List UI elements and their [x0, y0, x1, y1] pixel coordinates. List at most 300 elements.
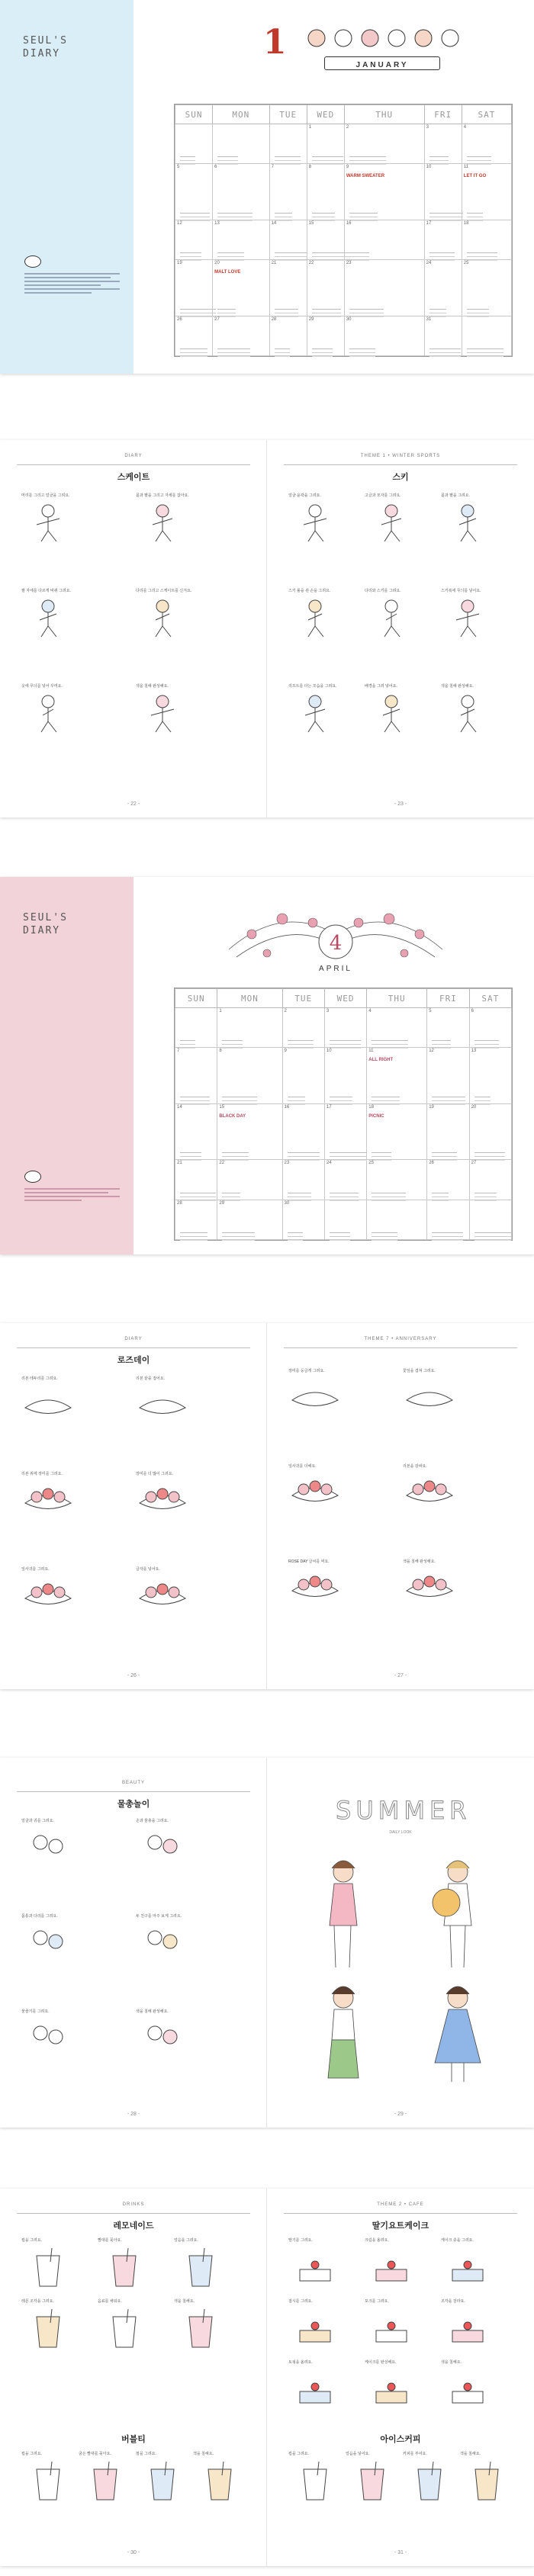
brand-title: SEUL'S DIARY — [23, 35, 68, 59]
step-caption: 컵을 그려요. — [288, 2452, 309, 2456]
day-number: 9 — [346, 165, 349, 170]
doodle-lines — [275, 309, 298, 310]
figure-drawing-icon — [288, 502, 342, 544]
summer-title: SUMMER — [336, 1796, 471, 1825]
doodle-lines — [180, 1152, 201, 1153]
step-item — [136, 1567, 206, 1617]
weekday-row — [175, 105, 512, 124]
weekday-header: TUE — [282, 989, 324, 1008]
day-cell[interactable] — [462, 316, 511, 355]
day-cell[interactable] — [462, 220, 511, 259]
step-item — [288, 684, 359, 734]
day-cell[interactable] — [217, 1103, 282, 1159]
page-right — [267, 440, 534, 817]
day-number: 5 — [177, 165, 180, 170]
cake-drawing-icon — [441, 2308, 494, 2350]
step-item — [21, 1819, 92, 1869]
doodle-lines — [312, 309, 341, 310]
sidebar-note — [24, 271, 120, 296]
step-caption: 리프트를 타는 모습을 그려요. — [288, 684, 337, 689]
week-row — [175, 1048, 512, 1103]
doodle-lines — [474, 1152, 505, 1153]
day-cell[interactable] — [175, 316, 213, 355]
step-item — [288, 589, 359, 639]
day-cell[interactable] — [469, 1160, 511, 1200]
day-cell[interactable] — [344, 220, 424, 259]
spread-rose-day — [0, 1323, 534, 1689]
section-label: THEME 2 • CAFE — [377, 2202, 424, 2207]
rose-drawing-icon — [288, 1473, 342, 1514]
calendar-grid — [174, 988, 513, 1241]
doodle-lines — [467, 348, 503, 349]
step-caption: 색을 칠해요. — [460, 2452, 481, 2456]
page-right — [267, 1323, 534, 1689]
step-item — [288, 493, 359, 544]
day-cell[interactable] — [217, 1200, 282, 1239]
doodle-lines — [432, 1040, 451, 1041]
rose-drawing-icon — [403, 1377, 456, 1419]
step-caption: 조각을 잘라요. — [441, 2299, 465, 2304]
step-item — [288, 1464, 359, 1514]
cup-drawing-icon — [174, 2308, 227, 2350]
page-number: - 29 - — [394, 2112, 407, 2117]
doodle-lines — [372, 1232, 397, 1233]
day-cell[interactable] — [175, 1048, 217, 1103]
cup-drawing-icon — [136, 2460, 189, 2502]
day-cell[interactable] — [324, 1048, 366, 1103]
weekday-header: FRI — [424, 105, 462, 124]
doodle-lines — [330, 1040, 361, 1041]
day-note: BLACK DAY — [219, 1113, 246, 1119]
page-number: - 26 - — [127, 1673, 140, 1678]
cup-drawing-icon — [403, 2460, 456, 2502]
cake-drawing-icon — [441, 2247, 494, 2289]
week-row — [175, 1200, 512, 1239]
day-number: 26 — [429, 1161, 434, 1166]
day-cell[interactable] — [213, 124, 269, 164]
day-cell[interactable] — [217, 1160, 282, 1200]
day-cell[interactable] — [469, 1048, 511, 1103]
doodle-lines — [429, 252, 455, 253]
note-badge — [24, 1171, 41, 1183]
other-drawing-icon — [21, 2018, 75, 2060]
doodle-lines — [180, 348, 207, 349]
day-cell[interactable] — [269, 260, 307, 316]
day-number: 19 — [177, 261, 182, 266]
figure-drawing-icon — [365, 692, 418, 734]
step-caption: 꽃잎을 겹쳐 그려요. — [403, 1369, 436, 1373]
sidebar-note — [24, 1186, 120, 1203]
day-cell[interactable] — [269, 316, 307, 355]
day-cell[interactable] — [424, 124, 462, 164]
step-item — [365, 493, 435, 544]
day-cell[interactable] — [175, 1103, 217, 1159]
day-cell[interactable] — [344, 124, 424, 164]
step-caption: 색을 칠해 완성해요. — [136, 684, 169, 689]
doodle-lines — [429, 309, 446, 310]
month-word: APRIL — [319, 965, 352, 973]
step-item — [21, 1376, 92, 1427]
day-cell[interactable] — [269, 164, 307, 220]
doodle-lines — [467, 309, 489, 310]
day-cell[interactable] — [175, 124, 213, 164]
weekday-header: SUN — [175, 989, 217, 1008]
step-caption: 색을 칠해 완성해요. — [441, 684, 474, 689]
step-item — [98, 2299, 168, 2350]
weekday-header: SUN — [175, 105, 213, 124]
cake-drawing-icon — [288, 2247, 342, 2289]
day-number: 29 — [219, 1200, 225, 1206]
step-caption: 다리와 스키를 그려요. — [365, 589, 401, 593]
week-row — [175, 316, 512, 355]
step-item — [365, 589, 435, 639]
step-caption: 색을 칠해요. — [193, 2452, 214, 2456]
day-cell[interactable] — [469, 1008, 511, 1048]
day-cell[interactable] — [282, 1103, 324, 1159]
day-number: 5 — [429, 1009, 432, 1013]
day-note: MALT LOVE — [214, 270, 241, 275]
doodle-lines — [349, 156, 386, 157]
step-item — [174, 2299, 244, 2350]
step-caption: 머리를 그리고 얼굴을 그려요. — [21, 493, 70, 498]
day-cell[interactable] — [424, 260, 462, 316]
day-number: 15 — [308, 220, 314, 226]
step-caption: 리본을 감싸요. — [403, 1464, 427, 1469]
doodle-lines — [312, 156, 343, 157]
doodle-lines — [432, 1152, 457, 1153]
step-item — [21, 589, 92, 639]
step-caption: 접시를 그려요. — [288, 2299, 313, 2304]
step-item — [441, 493, 511, 544]
weekday-header: THU — [344, 105, 424, 124]
day-cell[interactable] — [324, 1160, 366, 1200]
day-number: 22 — [219, 1161, 225, 1166]
day-number: 6 — [214, 165, 217, 170]
day-cell[interactable] — [427, 1008, 469, 1048]
day-number: 29 — [308, 316, 314, 322]
doodle-lines — [288, 1152, 320, 1153]
day-number: 16 — [284, 1104, 290, 1110]
other-drawing-icon — [21, 1827, 75, 1869]
cup-drawing-icon — [460, 2460, 513, 2502]
cup-drawing-icon — [346, 2460, 399, 2502]
day-cell[interactable] — [282, 1048, 324, 1103]
day-cell[interactable] — [307, 124, 344, 164]
section-rule — [284, 1347, 517, 1348]
weekday-header: SAT — [469, 989, 511, 1008]
section-label: THEME 7 • ANNIVERSARY — [364, 1337, 437, 1341]
step-caption: 리본 테두리를 그려요. — [21, 1376, 58, 1381]
page-left — [0, 1758, 267, 2128]
day-number: 30 — [284, 1200, 290, 1206]
other-drawing-icon — [21, 1922, 75, 1964]
day-number: 28 — [177, 1200, 182, 1206]
day-cell[interactable] — [324, 1103, 366, 1159]
doodle-lines — [180, 1040, 195, 1041]
step-item — [21, 1472, 92, 1522]
cake-drawing-icon — [441, 2369, 494, 2411]
step-item — [21, 684, 92, 734]
month-ribbon — [324, 56, 440, 70]
doodle-lines — [217, 348, 250, 349]
figure-drawing-icon — [136, 597, 189, 639]
day-number: 7 — [271, 165, 274, 170]
day-cell[interactable] — [462, 164, 511, 220]
day-number: 23 — [284, 1161, 290, 1166]
day-cell[interactable] — [324, 1200, 366, 1239]
day-cell[interactable] — [213, 220, 269, 259]
doodle-lines — [429, 156, 449, 157]
day-cell[interactable] — [324, 1008, 366, 1048]
day-number: 30 — [346, 316, 352, 322]
day-number: 11 — [368, 1049, 374, 1054]
day-cell[interactable] — [344, 316, 424, 355]
step-item — [403, 1369, 473, 1419]
section-title: 딸기요트케이크 — [372, 2221, 429, 2231]
day-number: 12 — [429, 1049, 434, 1054]
day-cell[interactable] — [307, 164, 344, 220]
day-cell[interactable] — [269, 220, 307, 259]
day-cell[interactable] — [282, 1160, 324, 1200]
doodle-lines — [222, 1152, 249, 1153]
step-item — [193, 2452, 263, 2502]
doodle-lines — [217, 156, 238, 157]
step-caption: 색을 칠해요. — [174, 2299, 195, 2304]
other-drawing-icon — [136, 2018, 189, 2060]
section-title: 로즈데이 — [117, 1356, 150, 1365]
day-cell[interactable] — [427, 1200, 469, 1239]
day-number: 8 — [308, 165, 312, 170]
day-cell[interactable] — [175, 1200, 217, 1239]
step-item — [365, 2299, 435, 2350]
doodle-lines — [222, 1232, 255, 1233]
page-number: - 27 - — [394, 1673, 407, 1678]
doodle-lines — [467, 213, 483, 214]
day-number: 18 — [368, 1104, 374, 1110]
doodle-lines — [429, 348, 461, 349]
day-cell[interactable] — [462, 124, 511, 164]
step-caption: 장미를 더 많이 그려요. — [136, 1472, 174, 1476]
day-note: PICNIC — [368, 1113, 384, 1119]
step-item — [441, 589, 511, 639]
cup-drawing-icon — [193, 2460, 246, 2502]
section-title-2: 아이스커피 — [380, 2435, 421, 2444]
day-cell[interactable] — [307, 220, 344, 259]
cup-drawing-icon — [98, 2247, 151, 2289]
doodle-lines — [432, 1232, 463, 1233]
day-cell[interactable] — [367, 1048, 427, 1103]
step-item — [403, 1559, 473, 1610]
weekday-header: TUE — [269, 105, 307, 124]
cup-drawing-icon — [79, 2460, 132, 2502]
day-cell[interactable] — [282, 1008, 324, 1048]
cake-drawing-icon — [288, 2308, 342, 2350]
day-number: 17 — [326, 1104, 332, 1110]
section-rule — [17, 464, 250, 465]
step-item — [136, 1472, 206, 1522]
step-item — [288, 1559, 359, 1610]
day-number: 21 — [177, 1161, 182, 1166]
step-item — [136, 1914, 206, 1964]
day-number: 27 — [471, 1161, 477, 1166]
step-caption: 케이크 층을 그려요. — [441, 2238, 474, 2243]
day-cell[interactable] — [427, 1048, 469, 1103]
figure-drawing-icon — [21, 502, 75, 544]
step-caption: 몸과 팔을 그리고 자세를 잡아요. — [136, 493, 189, 498]
day-number: 14 — [271, 220, 277, 226]
step-item — [21, 1567, 92, 1617]
day-cell[interactable] — [213, 164, 269, 220]
step-caption: 얼음을 넣어요. — [346, 2452, 370, 2456]
step-item — [136, 493, 206, 544]
day-cell[interactable] — [175, 1160, 217, 1200]
cup-drawing-icon — [21, 2247, 75, 2289]
day-cell[interactable] — [213, 316, 269, 355]
step-item — [174, 2238, 244, 2289]
section-title: 레모네이드 — [113, 2221, 154, 2231]
day-cell[interactable] — [427, 1103, 469, 1159]
day-number: 17 — [426, 220, 432, 226]
day-cell[interactable] — [307, 260, 344, 316]
day-cell[interactable] — [367, 1008, 427, 1048]
week-row — [175, 220, 512, 259]
day-cell[interactable] — [175, 164, 213, 220]
day-number: 13 — [471, 1049, 477, 1054]
section-title-2: 버블티 — [121, 2435, 146, 2444]
doodle-lines — [275, 156, 301, 157]
doodle-lines — [180, 213, 210, 214]
day-cell[interactable] — [469, 1103, 511, 1159]
day-cell[interactable] — [427, 1160, 469, 1200]
section-rule — [17, 2213, 250, 2214]
weekday-header: MON — [213, 105, 269, 124]
day-cell[interactable] — [367, 1160, 427, 1200]
doodle-lines — [429, 213, 463, 214]
step-item — [21, 2009, 92, 2060]
day-number: 11 — [463, 165, 469, 170]
day-number: 14 — [177, 1104, 182, 1110]
day-number: 9 — [284, 1049, 287, 1054]
step-item — [136, 2009, 206, 2060]
month-number: 4 — [329, 932, 343, 955]
figure-drawing-icon — [136, 692, 189, 734]
cup-drawing-icon — [21, 2460, 75, 2502]
figure-drawing-icon — [136, 502, 189, 544]
doodle-lines — [312, 348, 333, 349]
figure-drawing-icon — [365, 502, 418, 544]
step-item — [136, 1376, 206, 1427]
page-number: - 31 - — [394, 2550, 407, 2555]
cup-drawing-icon — [98, 2308, 151, 2350]
day-cell[interactable] — [175, 260, 213, 316]
day-cell[interactable] — [469, 1200, 511, 1239]
step-caption: 옷에 무늬를 넣어 꾸며요. — [21, 684, 63, 689]
day-cell[interactable] — [424, 316, 462, 355]
section-rule — [17, 1791, 250, 1792]
day-cell[interactable] — [217, 1048, 282, 1103]
day-cell[interactable] — [175, 1008, 217, 1048]
day-cell[interactable] — [175, 220, 213, 259]
section-rule — [284, 2213, 517, 2214]
day-cell[interactable] — [282, 1200, 324, 1239]
section-label: DIARY — [124, 454, 143, 458]
section-label: BEAUTY — [121, 1781, 145, 1785]
day-cell[interactable] — [424, 220, 462, 259]
day-number: 20 — [471, 1104, 477, 1110]
spread-april — [0, 877, 534, 1254]
day-number: 22 — [308, 261, 314, 266]
day-cell[interactable] — [367, 1103, 427, 1159]
doodle-lines — [372, 1152, 391, 1153]
day-cell[interactable] — [344, 164, 424, 220]
doodle-lines — [474, 1232, 511, 1233]
day-cell[interactable] — [213, 260, 269, 316]
section-title: 물총놀이 — [117, 1800, 150, 1809]
day-number: 3 — [326, 1009, 330, 1013]
cake-drawing-icon — [365, 2247, 418, 2289]
doodle-lines — [180, 1232, 207, 1233]
step-caption: 물줄기를 그려요. — [21, 2009, 50, 2014]
doodle-lines — [349, 309, 384, 310]
weekday-header: SAT — [462, 105, 511, 124]
day-cell[interactable] — [217, 1008, 282, 1048]
brand-title: SEUL'S DIARY — [23, 912, 68, 936]
day-number: 13 — [214, 220, 220, 226]
sidebar-panel — [0, 877, 134, 1254]
rose-drawing-icon — [21, 1385, 75, 1427]
day-number: 27 — [214, 316, 220, 322]
step-item — [460, 2452, 530, 2502]
day-cell[interactable] — [269, 124, 307, 164]
day-cell[interactable] — [462, 260, 511, 316]
doodle-lines — [288, 1232, 303, 1233]
section-rule — [17, 1347, 250, 1348]
day-cell[interactable] — [307, 316, 344, 355]
cake-drawing-icon — [365, 2369, 418, 2411]
section-title: 스케이트 — [117, 473, 150, 482]
step-caption: 얼굴과 귀를 그려요. — [21, 1819, 54, 1823]
section-label: THEME 1 • WINTER SPORTS — [360, 454, 441, 458]
day-note: ALL RIGHT — [368, 1058, 394, 1063]
day-number: 1 — [219, 1009, 222, 1013]
section-label: DIARY — [124, 1337, 143, 1341]
flower-wreath-icon — [221, 888, 450, 980]
day-number: 24 — [326, 1161, 332, 1166]
doodle-lines — [275, 252, 307, 253]
step-caption: 빨대를 꽂아요. — [98, 2238, 122, 2243]
week-row — [175, 1103, 512, 1159]
step-item — [441, 2238, 511, 2289]
day-number: 8 — [219, 1049, 222, 1054]
cup-drawing-icon — [288, 2460, 342, 2502]
section-title: 스키 — [392, 473, 409, 482]
step-caption: 커피를 부어요. — [403, 2452, 427, 2456]
step-item — [365, 2360, 435, 2411]
step-caption: 잎사귀를 그려요. — [21, 1567, 50, 1572]
page-number: - 23 - — [394, 801, 407, 807]
day-number: 10 — [326, 1049, 332, 1054]
day-number: 7 — [177, 1049, 180, 1054]
figure-drawing-icon — [441, 692, 494, 734]
day-cell[interactable] — [367, 1200, 427, 1239]
doodle-lines — [312, 213, 335, 214]
step-caption: 펄을 그려요. — [136, 2452, 156, 2456]
day-cell[interactable] — [344, 260, 424, 316]
day-note: WARM SWEATER — [346, 174, 385, 179]
step-caption: 컵을 그려요. — [21, 2238, 42, 2243]
day-cell[interactable] — [424, 164, 462, 220]
day-number: 16 — [346, 220, 352, 226]
